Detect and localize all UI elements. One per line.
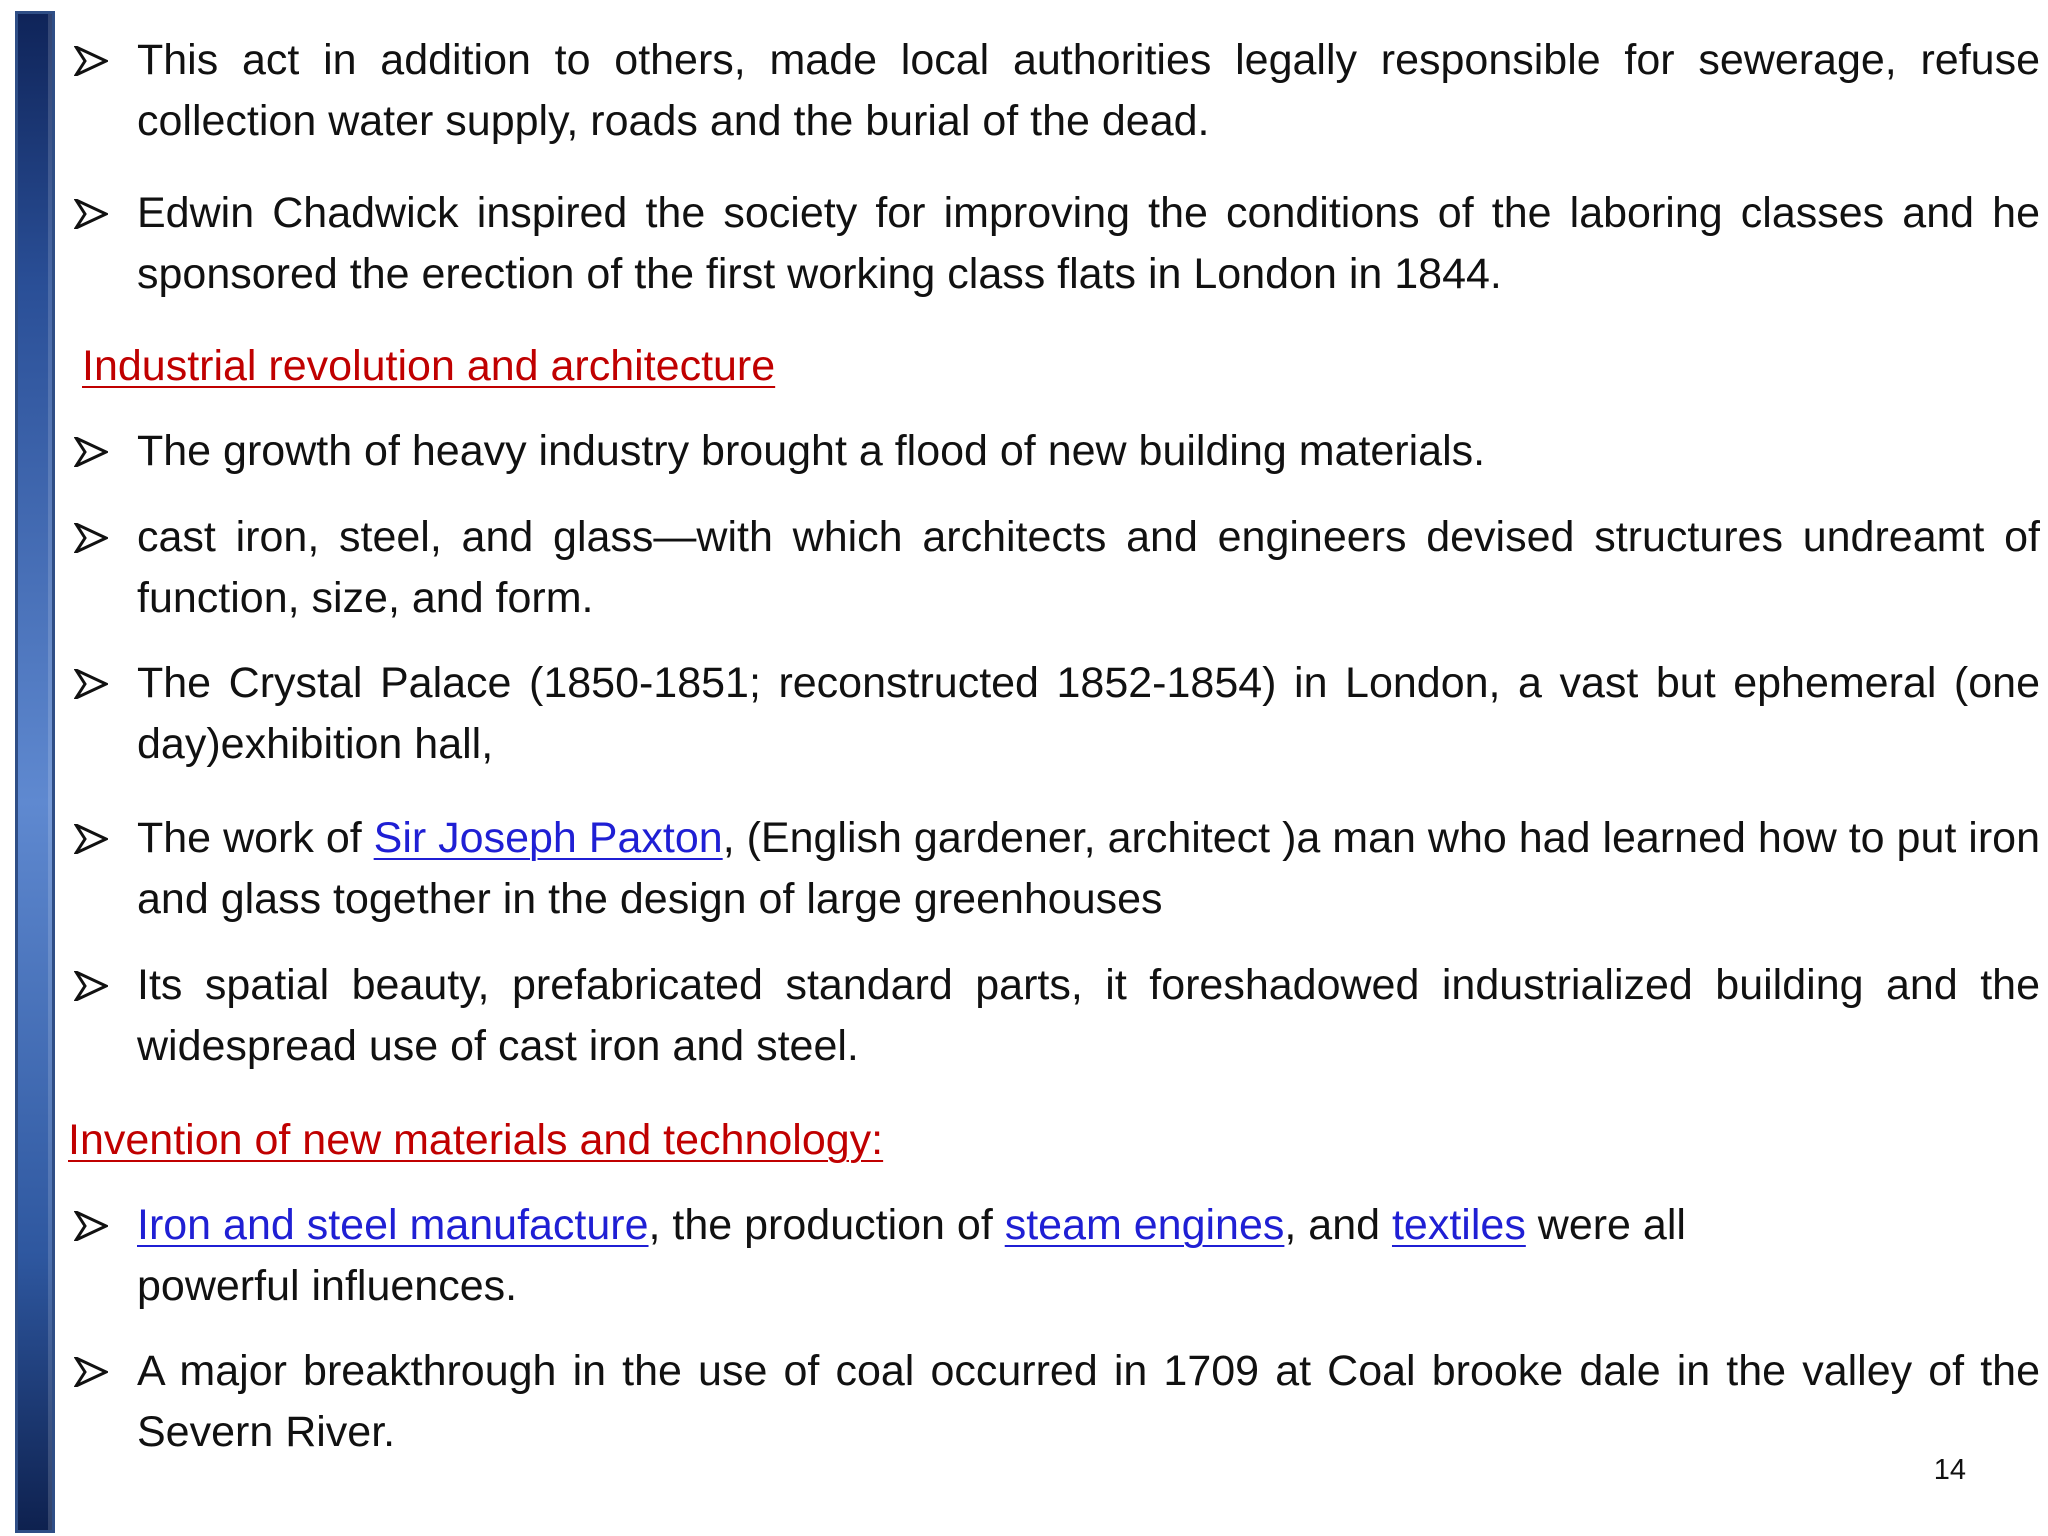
bullet-text: A major breakthrough in the use of coal occurred in 1709 at Coal brooke dale in the valley of the Severn River. [137,1347,2040,1456]
arrow-bullet-icon [74,183,124,244]
link-textiles[interactable]: textiles [1391,1201,1526,1249]
bullet-text: Its spatial beauty, prefabricated standard parts, it foreshadowed industrialized building and the widespread use of cast iron and steel. [137,961,2040,1070]
page-number: 14 [1933,1454,1966,1486]
link-sir-joseph-paxton[interactable]: Sir Joseph Paxton [373,814,723,862]
bullet-text-segment: , (English gardener, architect )a man who had learned how to put iron and glass together in the design of large greenhouses [137,814,2040,923]
arrow-bullet-icon [74,421,124,482]
bullet-text-segment: were all powerful influences. [137,1201,1686,1310]
bullet-text: This act in addition to others, made local authorities legally responsible for sewerage, refuse collection water supply, roads and the burial of the dead. [137,36,2040,145]
arrow-bullet-icon [74,1195,124,1256]
bullet-text [137,808,2040,930]
bullet-text: cast iron, steel, and glass—with which architects and engineers devised structures undreamt of function, size, and form. [137,513,2040,622]
bullet-text-segment: , and [1284,1201,1392,1249]
arrow-bullet-icon [74,653,124,714]
link-iron-and-steel-manufacture[interactable]: Iron and steel manufacture [137,1201,649,1249]
bullet-text [137,1195,1860,1317]
bullet-text: The growth of heavy industry brought a flood of new building materials. [137,427,1486,475]
arrow-bullet-icon [74,1341,124,1402]
arrow-bullet-icon [74,955,124,1016]
arrow-bullet-icon [74,30,124,91]
link-steam-engines[interactable]: steam engines [1004,1201,1285,1249]
section-heading-new-materials: Invention of new materials and technology: [68,1116,884,1164]
bullet-text-segment: The work of [137,814,374,862]
arrow-bullet-icon [74,808,124,869]
bullet-text: The Crystal Palace (1850-1851; reconstructed 1852-1854) in London, a vast but ephemeral (one day)exhibition hall, [137,659,2040,768]
bullet-text-segment: , the production of [648,1201,1005,1249]
bullet-text: Edwin Chadwick inspired the society for improving the conditions of the laboring classes and he sponsored the erection of the first working class flats in London in 1844. [137,189,2040,298]
section-heading-industrial-revolution: Industrial revolution and architecture [82,342,776,390]
arrow-bullet-icon [74,507,124,568]
